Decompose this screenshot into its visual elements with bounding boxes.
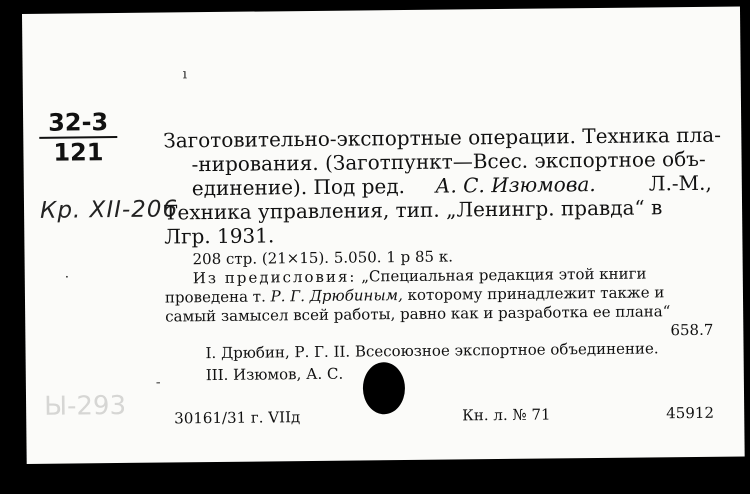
collation: 208 стр. (21×15). 5.050. 1 р 85 к.: [192, 247, 454, 269]
ink-speck: ı: [182, 66, 188, 83]
tracings: [205, 337, 713, 386]
title-line-3-text: единение). Под ред.: [191, 173, 406, 201]
book-chamber-number: Кн. л. № 71: [462, 405, 551, 425]
ink-speck: -: [155, 374, 161, 391]
publisher-line-2: Лгр. 1931.: [164, 223, 275, 249]
catalog-card: [22, 6, 745, 463]
note-quote-start: „Специальная редакция этой книги: [361, 264, 647, 286]
shelfmark: [35, 108, 136, 167]
title-line-2: -нирования. (Заготпункт—Всес. экспортное объ-: [191, 146, 706, 177]
note-person-name: Р. Г. Дрюбиным,: [270, 286, 403, 306]
place-of-publication: Л.-М.,: [648, 170, 712, 196]
register-number: 45912: [666, 403, 715, 423]
note-line-2: проведена т. Р. Г. Дрюбиным, которому принадлежит также и: [164, 283, 665, 307]
faded-handwriting: Ы-293: [43, 390, 127, 422]
ink-blot: [363, 362, 406, 414]
bibliographic-description: [163, 122, 722, 346]
editor-name: А. С. Изюмова.: [435, 172, 596, 198]
tracing-line-2: III. Изюмов, А. С.: [205, 364, 344, 385]
note-line-3: самый замысел всей работы, равно как и разработка ее плана“: [165, 302, 671, 326]
handwritten-code: Кр. XII-206: [39, 196, 179, 224]
note-label: Из предисловия:: [192, 267, 357, 288]
shelfmark-bottom: 121: [53, 138, 104, 167]
card-number: 30161/31 г. VIIд: [174, 408, 301, 428]
publisher-line: Техника управления, тип. „Ленингр. правда“ в: [163, 195, 663, 225]
classification-number: 658.7: [670, 320, 714, 340]
shelfmark-top: 32-3: [39, 108, 117, 139]
tracing-line-1: I. Дрюбин, Р. Г. II. Всесоюзное экспортное объединение.: [205, 339, 659, 363]
title-line-1: Заготовительно-экспортные операции. Техника пла-: [163, 122, 722, 153]
ink-speck: ·: [64, 269, 70, 286]
